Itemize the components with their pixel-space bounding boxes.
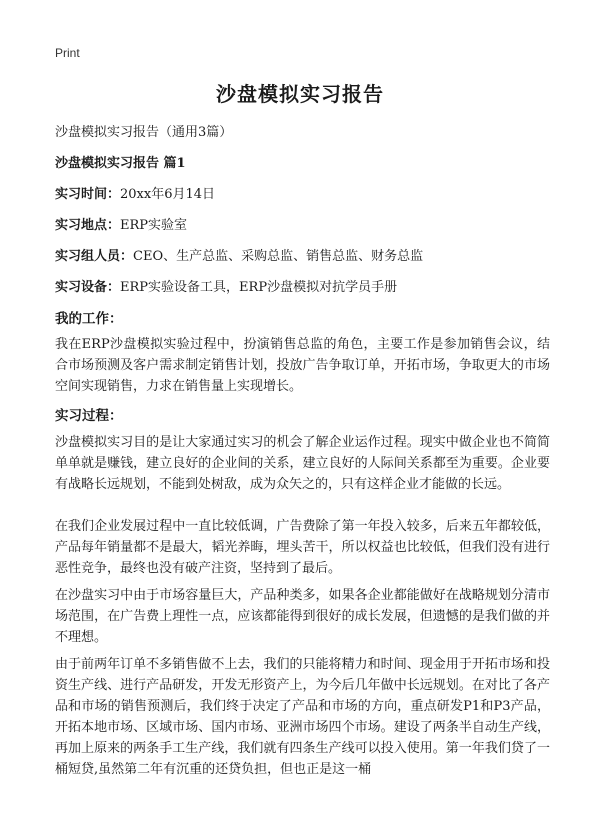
process-heading: 实习过程： <box>55 408 123 424</box>
work-paragraph: 我在ERP沙盘模拟实验过程中，扮演销售总监的角色，主要工作是参加销售会议，结合市场预测及客户需求制定销售计划，投放广告争取订单，开拓市场，争取更大的市场空间实现销售，力求在销售量上实现增长。 <box>55 337 550 394</box>
body-paragraph: 由于前两年订单不多销售做不上去，我们的只能将精力和时间、现金用于开拓市场和投资生产线、进行产品研发，开发无形资产上，为今后几年做中长远规划。在对比了各产品和市场的销售预测后，我们终于决定了产品和市场的方向，重点研发P1和P3产品，开拓本地市场、区域市场、国内市场、亚洲市场四个市场。建设了两条半自动生产线，再加上原来的两条手工生产线，我们就有四条生产线可以投入使用。第一年我们贷了一桶短贷,虽然第二年有沉重的还贷负担，但也正是这一桶 <box>55 657 550 777</box>
field-value: ERP实验设备工具，ERP沙盘模拟对抗学员手册 <box>120 280 398 295</box>
print-label: Print <box>55 46 80 60</box>
section-title: 沙盘模拟实习报告 篇1 <box>55 156 186 171</box>
field-equipment <box>55 276 397 295</box>
field-location <box>55 214 187 233</box>
body-paragraph: 在沙盘实习中由于市场容量巨大，产品种类多，如果各企业都能做好在战略规划分清市场范围，在广告费上理性一点，应该都能得到很好的成长发展，但遗憾的是我们做的并不理想。 <box>55 588 550 645</box>
field-label: 实习时间： <box>55 187 121 202</box>
field-label: 实习地点： <box>55 218 121 233</box>
work-heading: 我的工作： <box>55 311 123 327</box>
body-paragraph: 沙盘模拟实习目的是让大家通过实习的机会了解企业运作过程。现实中做企业也不简简单单就是赚钱，建立良好的企业间的关系，建立良好的人际间关系都至为重要。企业要有战略长远规划，不能到处树敌，成为众矢之的，只有这样企业才能做的长远。 <box>55 435 550 492</box>
field-label: 实习设备： <box>55 280 121 295</box>
field-value: ERP实验室 <box>120 218 188 233</box>
document-title: 沙盘模拟实习报告 <box>216 82 384 106</box>
body-paragraph: 在我们企业发展过程中一直比较低调，广告费除了第一年投入较多，后来五年都较低，产品每年销量都不是最大，韬光养晦，埋头苦干，所以权益也比较低，但我们没有进行恶性竞争，最终也没有破产注资，坚持到了最后。 <box>55 519 550 576</box>
field-members <box>55 245 423 264</box>
field-time <box>55 183 215 202</box>
field-value: CEO、生产总监、采购总监、销售总监、财务总监 <box>133 249 424 264</box>
field-label: 实习组人员： <box>55 249 134 264</box>
field-value: 20xx年6月14日 <box>120 187 216 202</box>
document-subtitle: 沙盘模拟实习报告（通用3篇） <box>55 125 233 140</box>
